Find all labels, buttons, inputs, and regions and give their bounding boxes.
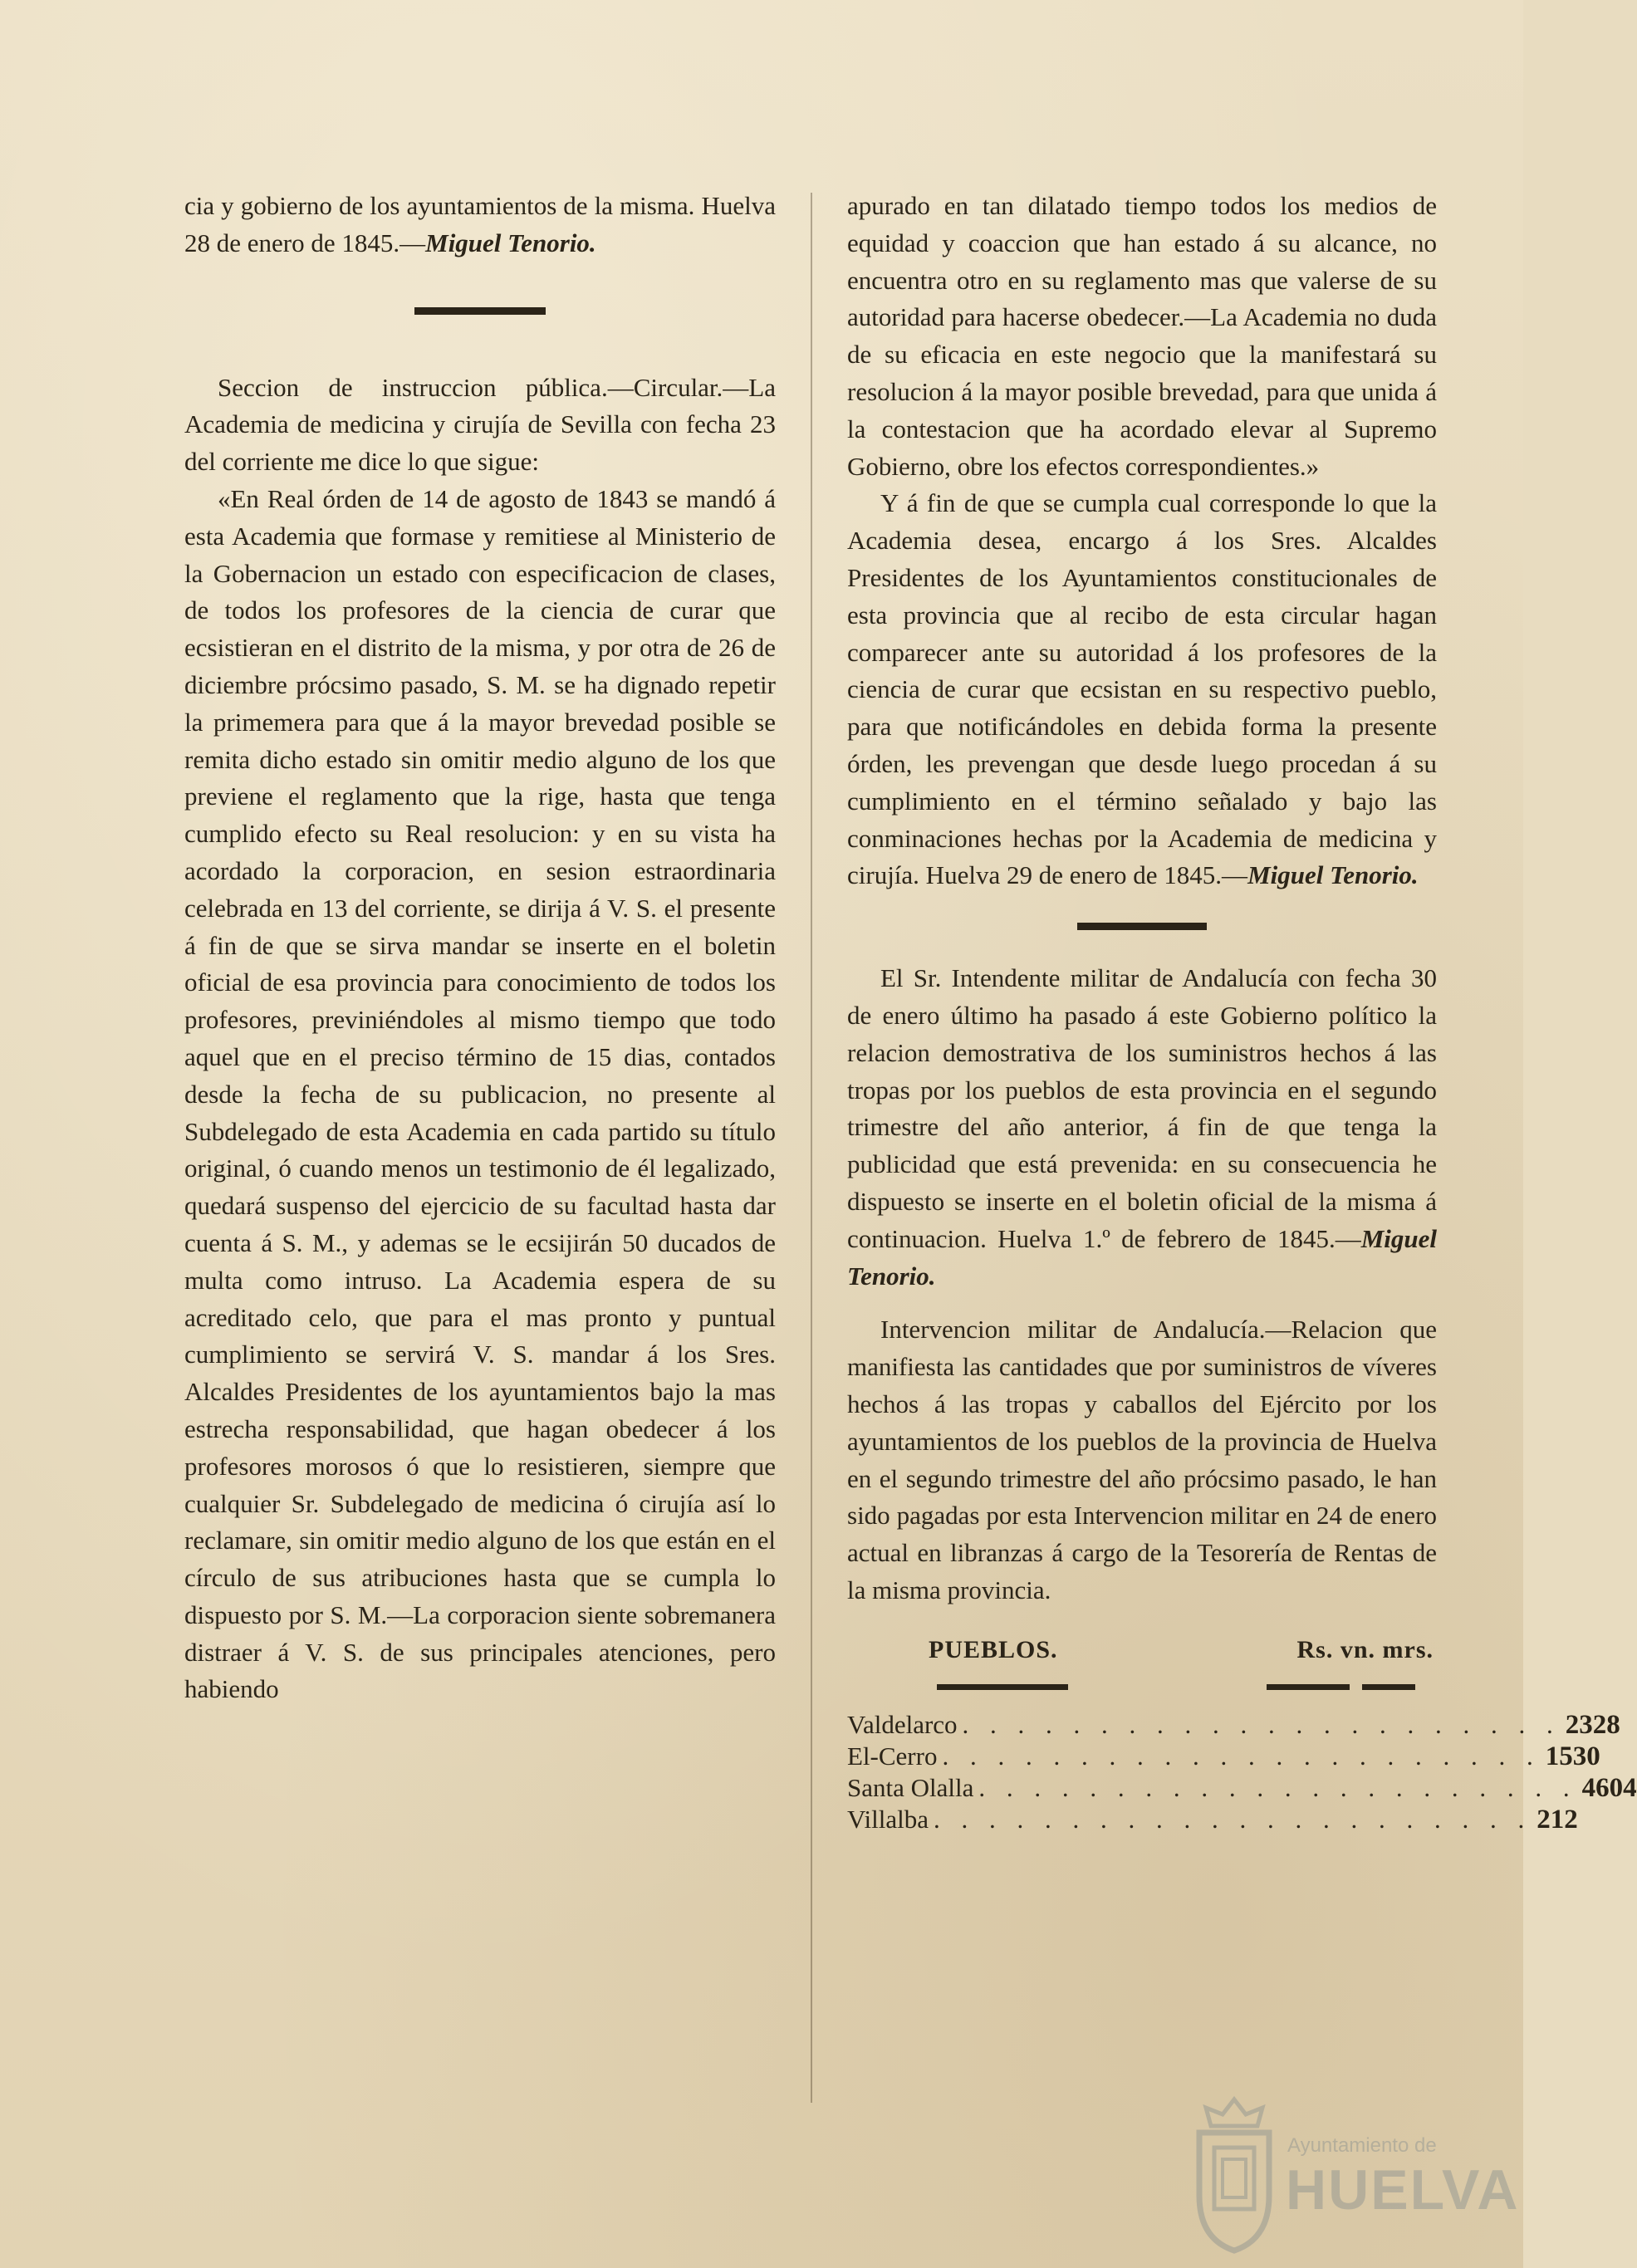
right-column xyxy=(847,188,1637,1835)
signature: Miguel Tenorio. xyxy=(1247,860,1419,890)
rule-mrs xyxy=(1362,1684,1415,1690)
city-seal-icon xyxy=(1186,2096,1282,2254)
pueblo-name: Villalba xyxy=(847,1804,929,1834)
table-row xyxy=(847,1709,1620,1741)
dot-leader: . . . . . . . . . . . . . . . . . . . . . . xyxy=(978,1772,1577,1802)
amount-rs: 2 xyxy=(1537,1804,1551,1834)
table-row xyxy=(847,1804,1578,1835)
table-row xyxy=(847,1741,1600,1772)
huelva-watermark xyxy=(1179,2093,1520,2259)
dot-leader: . . . . . . . . . . . . . . . . . . . . . . xyxy=(962,1709,1561,1739)
watermark-line2: HUELVA xyxy=(1286,2158,1520,2221)
header-pueblos: PUEBLOS. xyxy=(929,1635,1058,1663)
rule-rs xyxy=(1267,1684,1350,1690)
dot-leader: . . . . . . . . . . . . . . . . . . . . . . xyxy=(934,1804,1532,1834)
pueblo-name: Santa Olalla xyxy=(847,1772,974,1802)
intendente-text: El Sr. Intendente militar de Andalucía con fecha 30 de enero último ha pasado á este Gobierno político la relacion demostrativa de los suministros hechos á las tropas por los pueblos de esta provincia en el segundo trimestre del año anterior, á fin de que tenga la publicidad que está prevenida: en su consecuencia he dispuesto se inserte en el boletin oficial de la misma á continuacion. Huelva 1.º de febrero de 1845.— xyxy=(847,963,1437,1253)
pueblo-name: El-Cerro xyxy=(847,1741,938,1771)
header-amount: Rs. vn. mrs. xyxy=(1296,1635,1434,1663)
dot-leader: . . . . . . . . . . . . . . . . . . . . . . xyxy=(942,1741,1541,1771)
watermark-line1: Ayuntamiento de xyxy=(1287,2134,1437,2157)
column-divider xyxy=(811,193,812,2103)
amount-rs: 15 xyxy=(1545,1741,1573,1771)
signature: Miguel Tenorio. xyxy=(425,228,596,257)
amount-mrs: 30 xyxy=(1572,1741,1600,1771)
left-column xyxy=(184,188,776,1708)
rule-pueblos xyxy=(937,1684,1068,1690)
paragraph-circular-intro: Seccion de instruccion pública.—Circular.—La Academia de medicina y cirujía de Sevilla con fecha 23 del corriente me dice lo que sigue: xyxy=(184,372,776,477)
table-header xyxy=(847,1636,1437,1664)
amount-rs: 23 xyxy=(1565,1709,1593,1740)
paragraph-intendente xyxy=(847,960,1437,1295)
section-divider-rule xyxy=(414,307,546,315)
amount-rs: 460 xyxy=(1581,1772,1624,1803)
paragraph-quote-continuation: apurado en tan dilatado tiempo todos los medios de equidad y coaccion que han estado á su alcance, no encuentra otro en su reglamento mas que valerse de su autoridad para hacerse obedecer.—La Academia no duda de su eficacia en este negocio que la manifestará su resolucion á la mayor posible brevedad, para que unida á la contestacion que ha acordado elevar al Supremo Gobierno, obre los efectos correspondientes.» xyxy=(847,191,1437,481)
table-body xyxy=(847,1709,1637,1835)
order-text: Y á fin de que se cumpla cual corresponde lo que la Academia desea, encargo á los Sres. Alcaldes Presidentes de los Ayuntamientos constitucionales de esta provincia que al recibo de esta circular hagan comparecer ante su autoridad á los profesores de la ciencia de curar que ecsistan en su respectivo pueblo, para que notificándoles en debida forma la presente órden, les prevengan que desde luego procedan á su cumplimiento en el término señalado y bajo las conminaciones hechas por la Academia de medicina y cirujía. Huelva 29 de enero de 1845.— xyxy=(847,488,1437,890)
closing-text: cia y gobierno de los ayuntamientos de la misma. Huelva 28 de enero de 1845.— xyxy=(184,191,776,257)
paragraph-intervencion: Intervencion militar de Andalucía.—Relacion que manifiesta las cantidades que por suministros de víveres hechos á las tropas y caballos del Ejército por los ayuntamientos de los pueblos de la provincia de Huelva en el segundo trimestre del año prócsimo pasado, le han sido pagadas por esta Intervencion militar en 24 de enero actual en libranzas á cargo de la Tesorería de Rentas de la misma provincia. xyxy=(847,1315,1437,1604)
signature: Miguel Tenorio. xyxy=(847,1223,1437,1291)
amount-mrs: 12 xyxy=(1550,1804,1578,1834)
pueblo-name: Valdelarco xyxy=(847,1709,958,1739)
paragraph-academia-quote: «En Real órden de 14 de agosto de 1843 se mandó á esta Academia que formase y remitiese al Ministerio de la Gobernacion un estado con especificacion de clases, de todos los profesores de la ciencia de curar que ecsistieran en el distrito de la misma, y por otra de 26 de diciembre prócsimo pasado, S. M. se ha dignado repetir la primemera para que á la mayor brevedad posible se remita dicho estado sin omitir medio alguno de los que previene el reglamento que la rige, hasta que tenga cumplido efecto su Real resolucion: y en su vista ha acordado la corporacion, en sesion estraordinaria celebrada en 13 del corriente, se dirija á V. S. el presente á fin de que se sirva mandar se inserte en el boletin oficial de esa provincia para conocimiento de todos los profesores, previniéndoles al mismo tiempo que todo aquel que en el preciso término de 15 dias, contados desde la fecha de su publicacion, no presente al Subdelegado de esta Academia en cada partido su título original, ó cuando menos un testimonio de él legalizado, quedará suspenso del ejercicio de su facultad hasta dar cuenta á S. M., y ademas se le ecsijirán 50 ducados de multa como intruso. La Academia espera de su acreditado celo, que para el mas pronto y puntual cumplimiento se servirá V. S. mandar á los Sres. Alcaldes Presidentes de los ayuntamientos bajo la mas estrecha responsabilidad, que hagan obedecer á los profesores morosos ó que lo resistieren, siempre que cualquier Sr. Subdelegado de medicina ó cirujía así lo reclamare, sin omitir medio alguno de los que están en el círculo de sus atribuciones hasta que se cumpla lo dispuesto por S. M.—La corporacion siente sobremanera distraer á V. S. de sus principales atenciones, pero habiendo xyxy=(184,483,776,1704)
paragraph-closing xyxy=(184,188,776,262)
paragraph-order xyxy=(847,485,1437,894)
table-header-rules xyxy=(847,1664,1437,1697)
amount-mrs: 4 xyxy=(1623,1772,1637,1803)
table-row xyxy=(847,1772,1637,1804)
section-divider-rule xyxy=(1077,923,1207,930)
amount-mrs: 28 xyxy=(1592,1709,1620,1740)
